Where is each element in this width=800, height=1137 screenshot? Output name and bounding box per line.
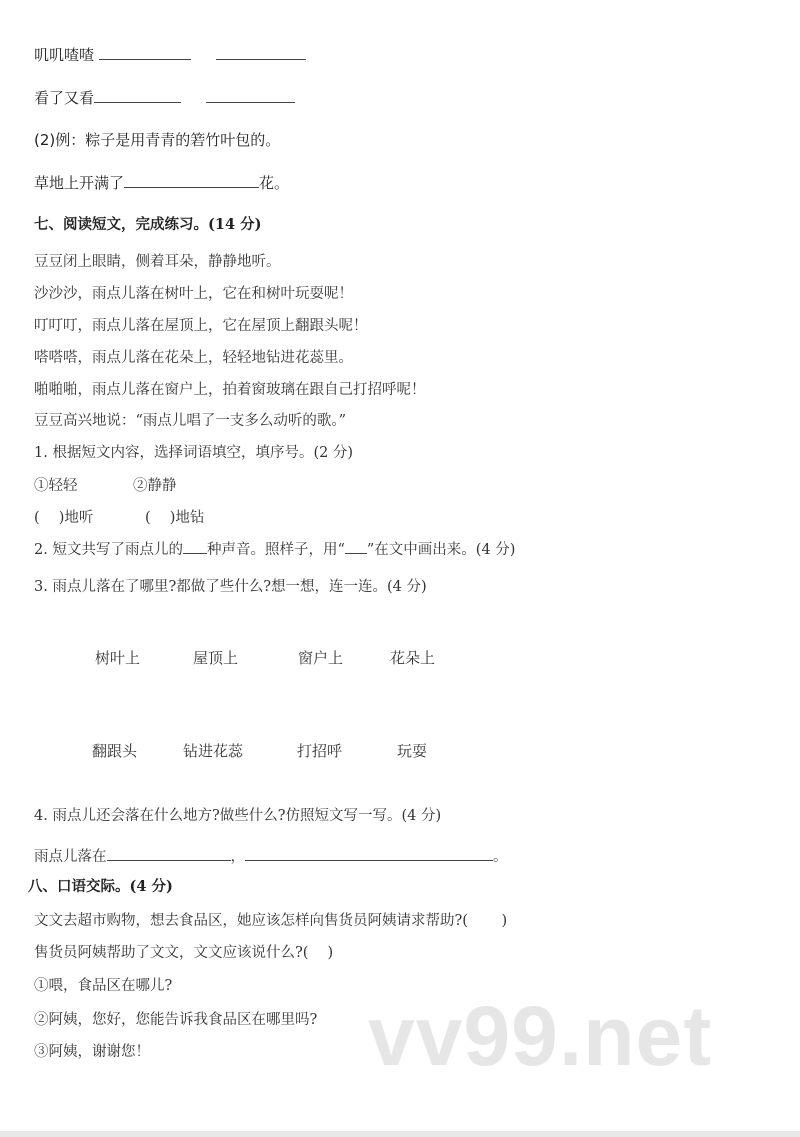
q1-option-1: ①轻轻: [34, 478, 78, 494]
page-bottom-edge: [0, 1131, 800, 1137]
text: 2. 短文共写了雨点儿的: [34, 542, 183, 558]
passage-line: 嗒嗒嗒，雨点儿落在花朵上，轻轻地钻进花蕊里。: [34, 350, 353, 366]
section-7-title: 七、阅读短文，完成练习。(14 分): [34, 216, 262, 233]
passage-line: 叮叮叮，雨点儿落在屋顶上，它在屋顶上翻跟头呢！: [34, 318, 368, 334]
q1-fill-1[interactable]: ( )地听: [34, 510, 94, 526]
reduplication-line-2: [34, 88, 295, 108]
place-item[interactable]: 窗户上: [298, 649, 344, 667]
question-3: 3. 雨点儿落在了哪里?都做了些什么?想一想，连一连。(4 分): [34, 579, 427, 595]
answer-blank[interactable]: [216, 45, 306, 60]
action-item[interactable]: 玩耍: [397, 742, 428, 760]
answer-blank[interactable]: [107, 846, 231, 861]
action-item[interactable]: 打招呼: [297, 742, 343, 760]
option: ②阿姨，您好，您能告诉我食品区在哪里吗?: [34, 1012, 318, 1028]
word: 看了又看: [34, 89, 95, 107]
text: 雨点儿落在: [34, 849, 107, 865]
text: 。: [493, 849, 508, 865]
passage-line: 豆豆闭上眼睛，侧着耳朵，静静地听。: [34, 254, 281, 270]
answer-blank[interactable]: [206, 88, 295, 103]
watermark: vv99.net: [368, 989, 713, 1083]
answer-blank[interactable]: [245, 846, 493, 861]
section-8-question-1: 文文去超市购物，想去食品区，她应该怎样向售货员阿姨请求帮助?( ): [34, 913, 508, 929]
answer-blank[interactable]: [124, 173, 259, 188]
text: ”在文中画出来。(4 分): [366, 542, 516, 558]
action-item[interactable]: 翻跟头: [92, 742, 138, 760]
fill-sentence: [34, 173, 289, 193]
text: 花。: [259, 174, 290, 192]
text: ，: [230, 849, 245, 865]
passage-line: 啪啪啪，雨点儿落在窗户上，拍着窗玻璃在跟自己打招呼呢！: [34, 382, 426, 398]
place-item[interactable]: 花朵上: [390, 649, 436, 667]
q1-option-2: ②静静: [133, 478, 177, 494]
section-8-title: 八、口语交际。(4 分): [28, 878, 173, 895]
option: ①喂，食品区在哪儿?: [34, 978, 173, 994]
word: 叽叽喳喳: [34, 46, 95, 64]
option: ③阿姨，谢谢您！: [34, 1044, 150, 1060]
text: 草地上开满了: [34, 174, 125, 192]
place-item[interactable]: 屋顶上: [193, 649, 239, 667]
q4-fill: [34, 846, 508, 867]
answer-blank[interactable]: [183, 539, 207, 554]
action-item[interactable]: 钻进花蕊: [183, 742, 244, 760]
q1-fill-2[interactable]: ( )地钻: [145, 510, 205, 526]
answer-blank[interactable]: [99, 45, 191, 60]
passage-line: 沙沙沙，雨点儿落在树叶上，它在和树叶玩耍呢！: [34, 286, 353, 302]
place-item[interactable]: 树叶上: [95, 649, 141, 667]
reduplication-line-1: [34, 45, 306, 65]
section-8-question-2: 售货员阿姨帮助了文文，文文应该说什么?( ): [34, 945, 334, 961]
underline-sample: [345, 539, 367, 554]
example-sentence: (2)例：粽子是用青青的箬竹叶包的。: [34, 131, 281, 149]
text: 种声音。照样子，用“: [206, 542, 345, 558]
question-4: 4. 雨点儿还会落在什么地方?做些什么?仿照短文写一写。(4 分): [34, 808, 442, 824]
question-1: 1. 根据短文内容，选择词语填空，填序号。(2 分): [34, 445, 354, 461]
answer-blank[interactable]: [94, 88, 181, 103]
question-2: [34, 539, 515, 560]
passage-line: 豆豆高兴地说：“雨点儿唱了一支多么动听的歌。”: [34, 413, 347, 429]
